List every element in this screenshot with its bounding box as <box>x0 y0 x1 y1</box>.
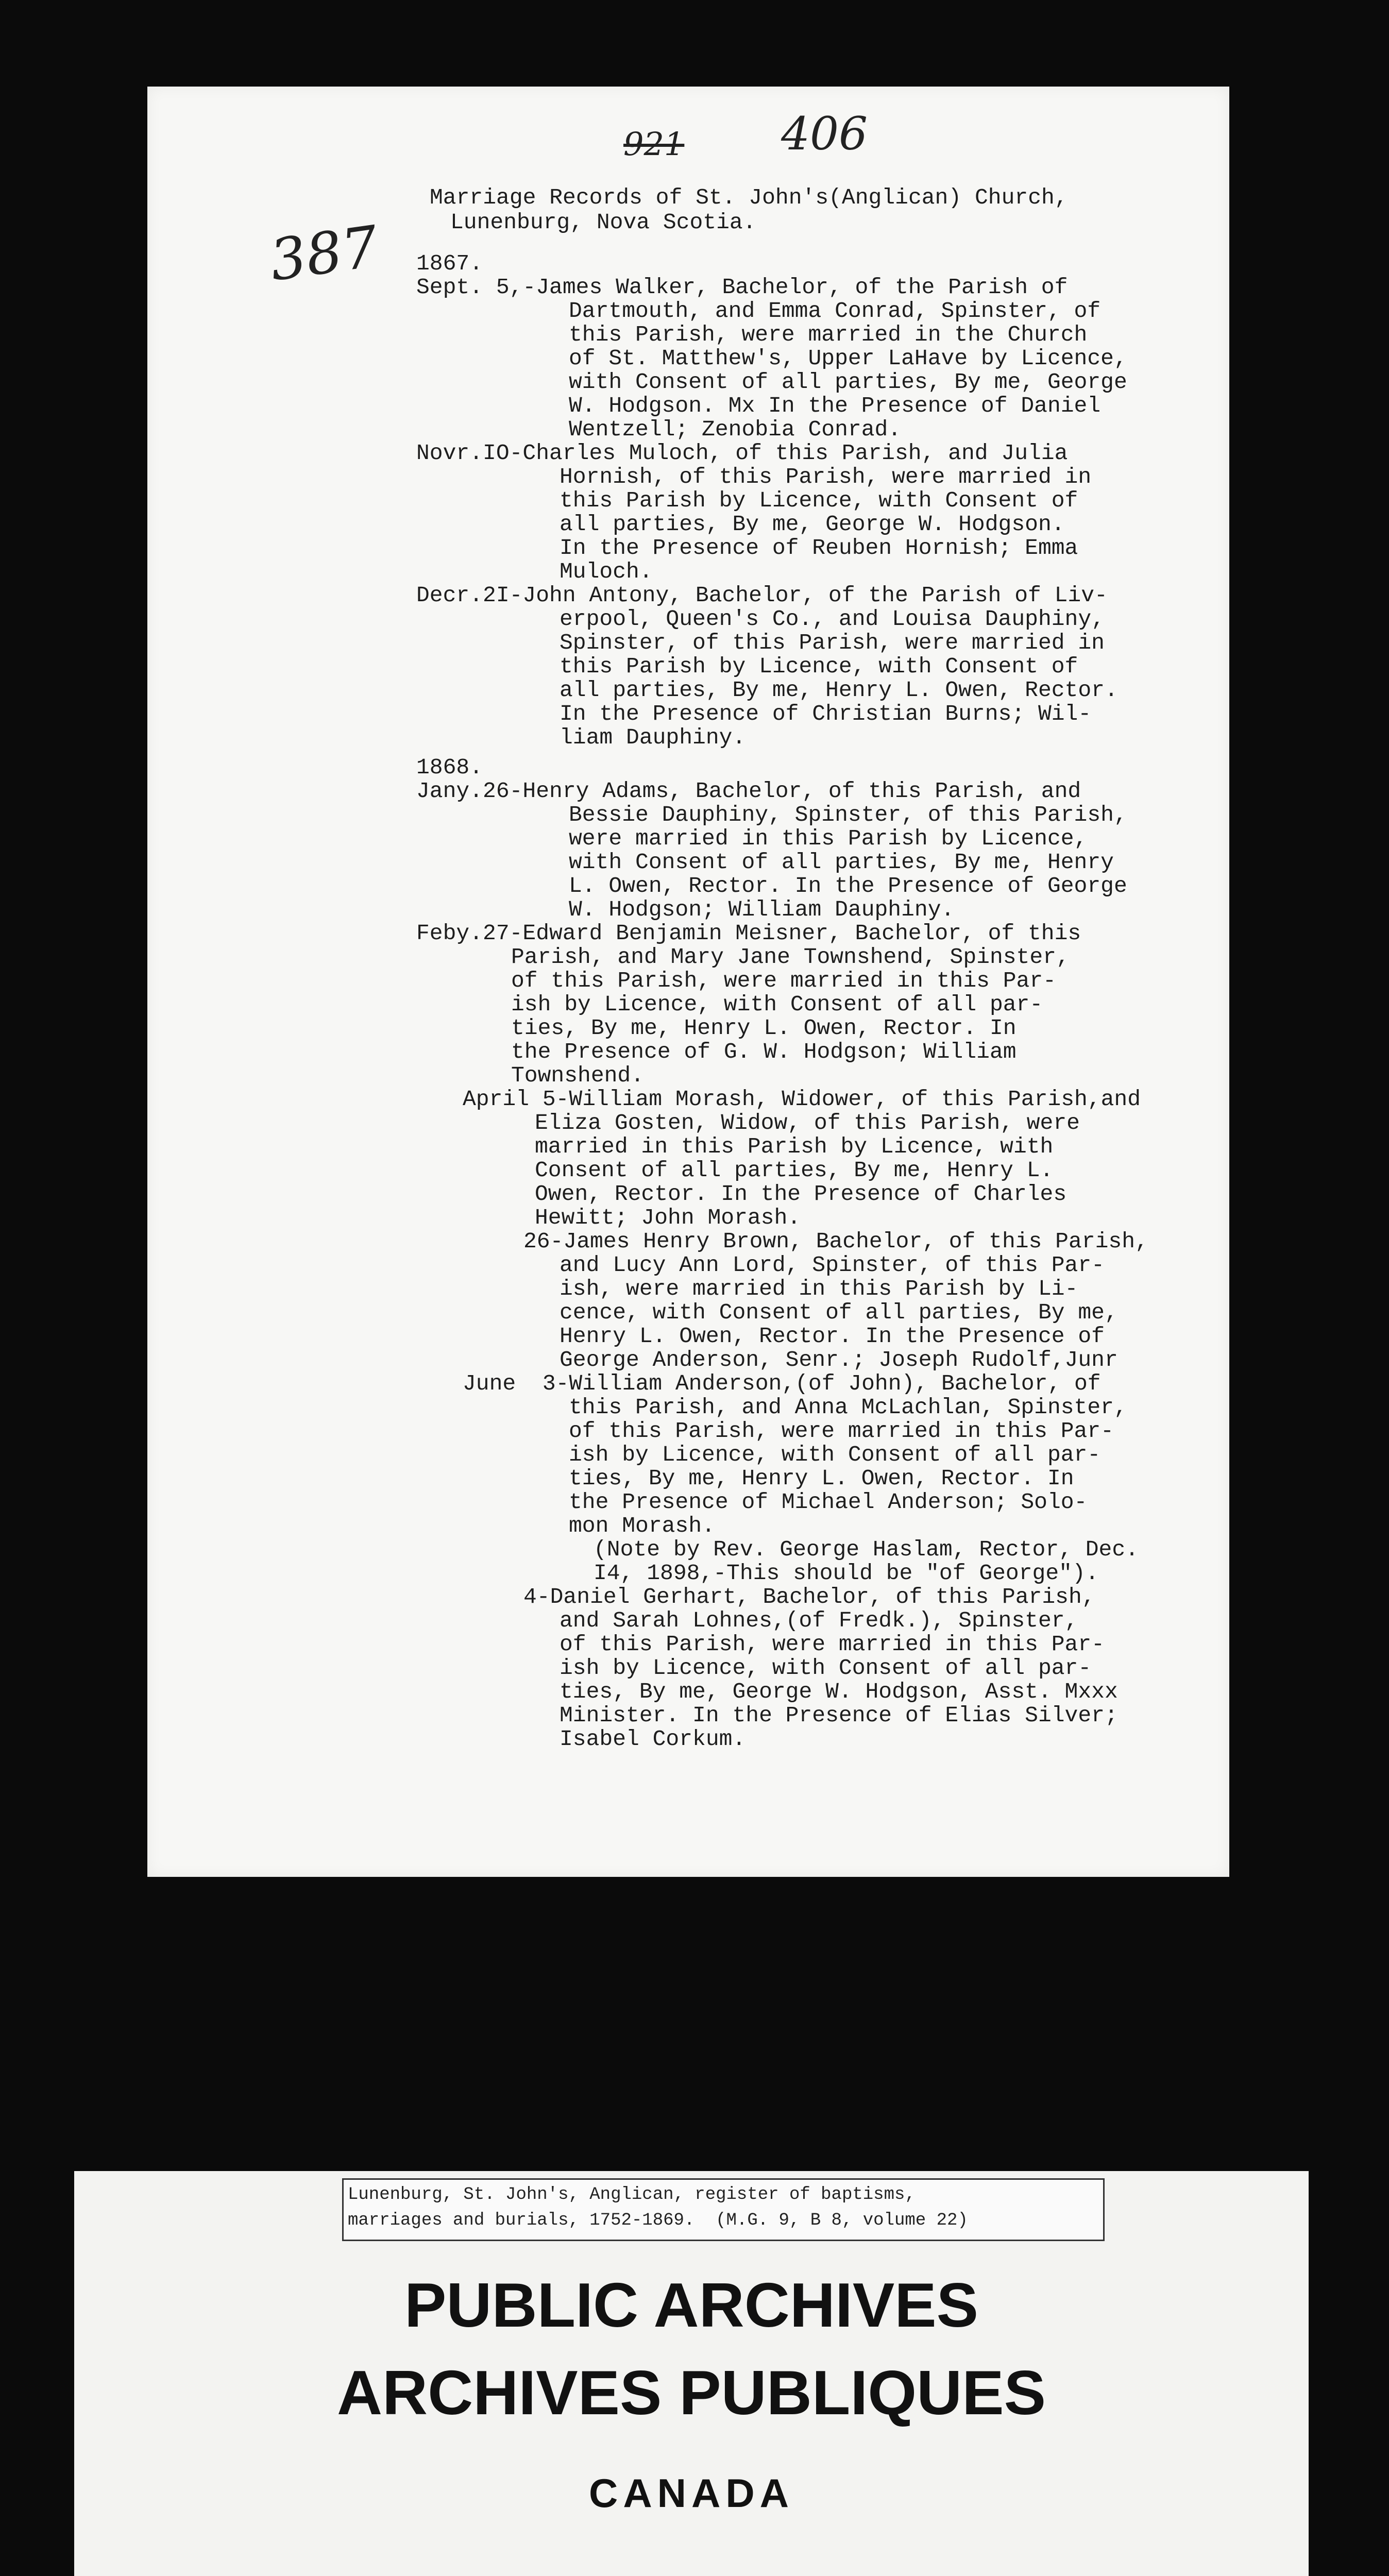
entry-line: Isabel Corkum. <box>560 1726 746 1752</box>
entry-line: Sept. 5,-James Walker, Bachelor, of the Parish of <box>416 275 1068 300</box>
rector-note: (Note by Rev. George Haslam, Rector, Dec. <box>594 1537 1139 1562</box>
entry-line: of this Parish, were married in this Par- <box>560 1632 1105 1657</box>
entry-line: Decr.2I-John Antony, Bachelor, of the Parish of Liv- <box>416 583 1108 608</box>
entry-line: erpool, Queen's Co., and Louisa Dauphiny, <box>560 606 1105 632</box>
document-page <box>147 87 1229 1877</box>
entry-line: ish by Licence, with Consent of all par- <box>569 1442 1101 1467</box>
entry-line: Dartmouth, and Emma Conrad, Spinster, of <box>569 298 1101 324</box>
archive-country: CANADA <box>589 2470 794 2516</box>
entry-line: of this Parish, were married in this Par- <box>511 968 1056 993</box>
entry-line: of St. Matthew's, Upper LaHave by Licence, <box>569 346 1127 371</box>
entry-line: In the Presence of Reuben Hornish; Emma <box>560 535 1078 561</box>
entry-line: cence, with Consent of all parties, By me, <box>560 1300 1118 1325</box>
entry-line: Novr.IO-Charles Muloch, of this Parish, and Julia <box>416 440 1068 466</box>
page-number: 406 <box>781 107 868 160</box>
entry-line: Henry L. Owen, Rector. In the Presence of <box>560 1324 1105 1349</box>
entry-line: 26-James Henry Brown, Bachelor, of this Parish, <box>523 1229 1148 1254</box>
header-location: Lunenburg, Nova Scotia. <box>450 210 756 235</box>
entry-line: and Lucy Ann Lord, Spinster, of this Par- <box>560 1252 1105 1278</box>
folio-number: 387 <box>266 213 382 294</box>
entry-line: all parties, By me, Henry L. Owen, Rector. <box>560 677 1118 703</box>
entry-line: Hewitt; John Morash. <box>535 1205 801 1230</box>
entry-line: ish, were married in this Parish by Li- <box>560 1276 1078 1301</box>
archive-title-english: PUBLIC ARCHIVES <box>404 2270 978 2340</box>
entry-line: the Presence of G. W. Hodgson; William <box>511 1039 1017 1064</box>
entry-line: were married in this Parish by Licence, <box>569 826 1088 851</box>
entry-line: L. Owen, Rector. In the Presence of George <box>569 873 1127 899</box>
slip-line: Lunenburg, St. John's, Anglican, register of baptisms, <box>348 2185 916 2205</box>
entry-line: George Anderson, Senr.; Joseph Rudolf,Junr <box>560 1347 1118 1372</box>
entry-line: liam Dauphiny. <box>560 725 746 750</box>
entry-line: ties, By me, Henry L. Owen, Rector. In <box>569 1466 1074 1491</box>
entry-line: Parish, and Mary Jane Townshend, Spinster, <box>511 944 1070 970</box>
entry-line: Minister. In the Presence of Elias Silver; <box>560 1703 1118 1728</box>
entry-line: Wentzell; Zenobia Conrad. <box>569 417 902 442</box>
entry-line: Bessie Dauphiny, Spinster, of this Parish, <box>569 802 1127 827</box>
entry-line: June 3-William Anderson,(of John), Bachelor, of <box>463 1371 1101 1396</box>
entry-line: Feby.27-Edward Benjamin Meisner, Bachelor, of this <box>416 921 1081 946</box>
entry-line: Hornish, of this Parish, were married in <box>560 464 1092 489</box>
entry-line: Muloch. <box>560 559 653 584</box>
entry-line: Townshend. <box>511 1063 645 1088</box>
entry-line: Jany.26-Henry Adams, Bachelor, of this Parish, and <box>416 778 1081 804</box>
entry-line: all parties, By me, George W. Hodgson. <box>560 512 1065 537</box>
entry-line: married in this Parish by Licence, with <box>535 1134 1054 1159</box>
entry-line: Spinster, of this Parish, were married in <box>560 630 1105 655</box>
archive-title-french: ARCHIVES PUBLIQUES <box>336 2358 1046 2428</box>
entry-line: W. Hodgson. Mx In the Presence of Daniel <box>569 393 1101 418</box>
entry-line: ties, By me, Henry L. Owen, Rector. In <box>511 1015 1017 1041</box>
entry-line: the Presence of Michael Anderson; Solo- <box>569 1489 1088 1515</box>
entry-line: In the Presence of Christian Burns; Wil- <box>560 701 1092 726</box>
slip-line: marriages and burials, 1752-1869. (M.G. 9, B 8, volume 22) <box>348 2211 968 2230</box>
entry-line: ish by Licence, with Consent of all par- <box>560 1655 1092 1681</box>
entry-line: of this Parish, were married in this Par- <box>569 1418 1114 1444</box>
entry-line: Eliza Gosten, Widow, of this Parish, were <box>535 1110 1080 1136</box>
entry-line: Consent of all parties, By me, Henry L. <box>535 1158 1054 1183</box>
entry-line: W. Hodgson; William Dauphiny. <box>569 897 955 922</box>
header-title: Marriage Records of St. John's(Anglican) Church, <box>430 185 1068 210</box>
struck-page-number: 921 <box>623 125 685 163</box>
entry-line: Owen, Rector. In the Presence of Charles <box>535 1181 1067 1207</box>
entry-line: April 5-William Morash, Widower, of this Parish,and <box>463 1087 1141 1112</box>
entry-line: this Parish, and Anna McLachlan, Spinster, <box>569 1395 1127 1420</box>
entry-line: this Parish by Licence, with Consent of <box>560 488 1078 513</box>
archive-reference-slip <box>342 2178 1105 2241</box>
archive-label <box>74 2171 1309 2576</box>
entry-line: this Parish, were married in the Church <box>569 322 1088 347</box>
entry-line: ish by Licence, with Consent of all par- <box>511 992 1043 1017</box>
entry-line: with Consent of all parties, By me, George <box>569 369 1127 395</box>
entry-line: 4-Daniel Gerhart, Bachelor, of this Parish, <box>523 1584 1095 1609</box>
entry-line: and Sarah Lohnes,(of Fredk.), Spinster, <box>560 1608 1078 1633</box>
entry-line: with Consent of all parties, By me, Henry <box>569 850 1114 875</box>
year-heading: 1868. <box>416 755 483 780</box>
entry-line: mon Morash. <box>569 1513 715 1538</box>
rector-note: I4, 1898,-This should be "of George"). <box>594 1561 1099 1586</box>
entry-line: ties, By me, George W. Hodgson, Asst. Mxxx <box>560 1679 1118 1704</box>
entry-line: this Parish by Licence, with Consent of <box>560 654 1078 679</box>
year-heading: 1867. <box>416 251 483 276</box>
